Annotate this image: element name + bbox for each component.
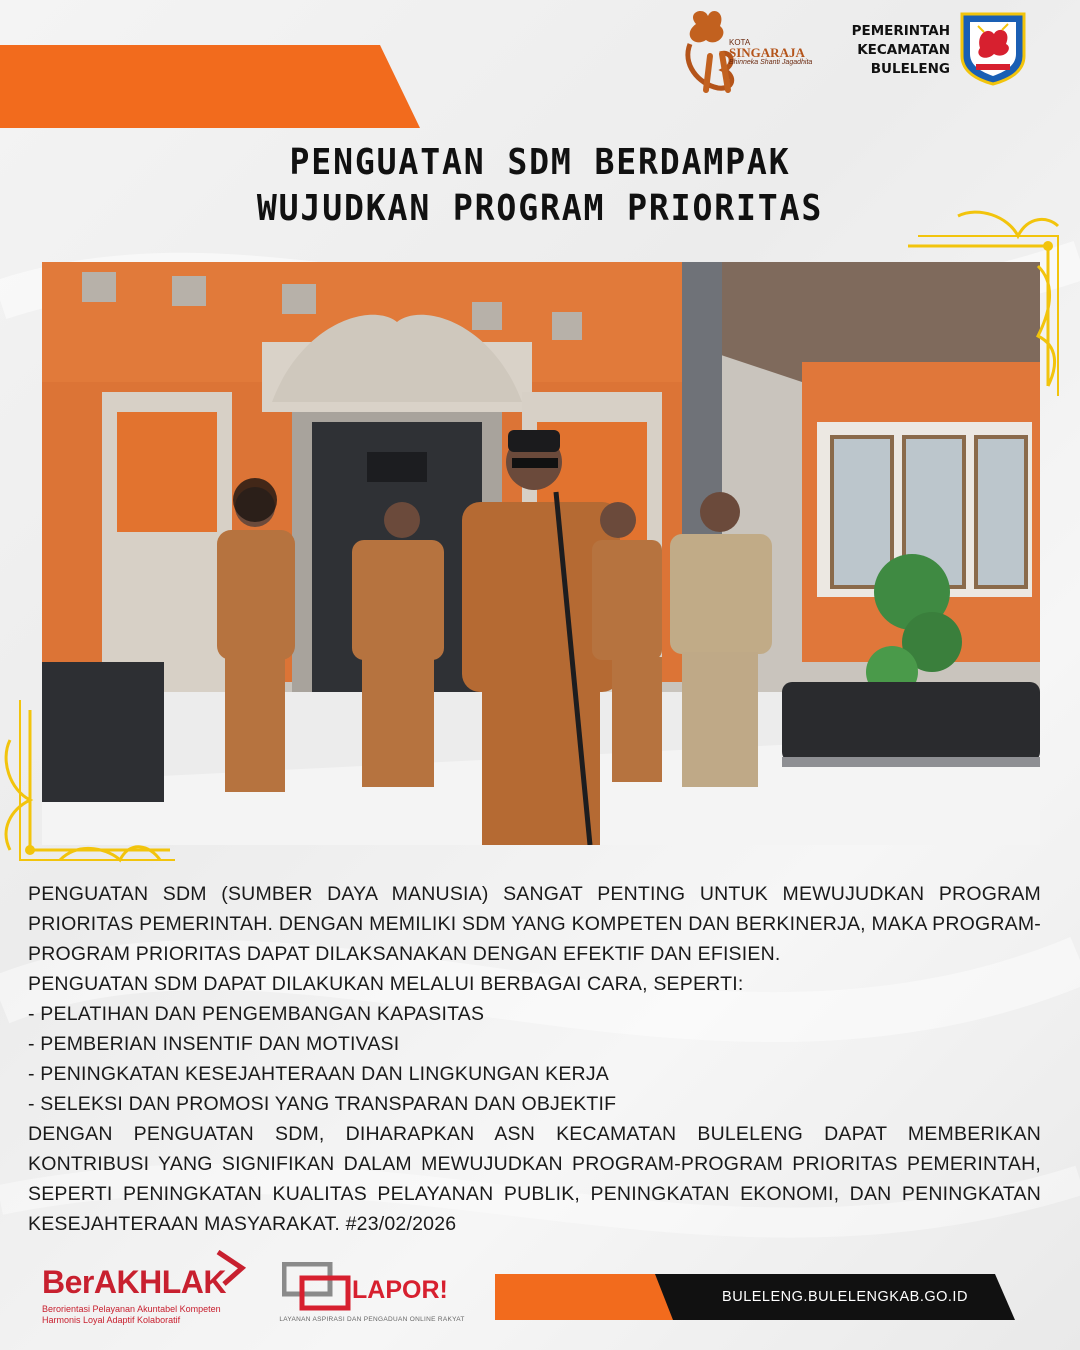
title-line-2: WUJUDKAN PROGRAM PRIORITAS <box>256 188 824 229</box>
berakhlak-line-2: Harmonis Loyal Adaptif Kolaboratif <box>42 1315 181 1325</box>
lapor-subtitle: LAYANAN ASPIRASI DAN PENGADUAN ONLINE RAKYAT <box>279 1316 465 1323</box>
singaraja-motto: Bhinneka Shanti Jagadhita <box>729 59 813 66</box>
body-text <box>28 879 1041 1239</box>
gov-line-1: PEMERINTAH <box>851 23 950 39</box>
body-list-item-1: - PELATIHAN DAN PENGEMBANGAN KAPASITAS <box>28 1003 485 1025</box>
lapor-chat-icon <box>282 1262 352 1312</box>
body-list-item-2: - PEMBERIAN INSENTIF DAN MOTIVASI <box>28 1033 400 1055</box>
singaraja-kota: KOTA <box>729 38 751 47</box>
gov-line-3: BULELENG <box>870 61 950 77</box>
website-link[interactable]: BULELENG.BULELENGKAB.GO.ID <box>722 1289 968 1305</box>
berakhlak-title: BerAKHLAK <box>42 1264 226 1300</box>
lapor-title: LAPOR! <box>352 1276 448 1304</box>
berakhlak-subtitle <box>42 1304 252 1326</box>
singaraja-name: SINGARAJA <box>729 45 805 60</box>
singaraja-logo-text <box>729 38 812 68</box>
government-name <box>840 22 950 79</box>
body-paragraph-1: PENGUATAN SDM (SUMBER DAYA MANUSIA) SANGAT PENTING UNTUK MEWUJUDKAN PROGRAM PRIORITAS PEMERINTAH. DENGAN MEMILIKI SDM YANG KOMPETEN DAN BERKINERJA, MAKA PROGRAM-PROGRAM PRIORITAS DAPAT DILAKSANAKAN DENGAN EFEKTIF DAN EFISIEN. <box>28 883 1041 965</box>
berakhlak-line-1: Berorientasi Pelayanan Akuntabel Kompeten <box>42 1304 221 1314</box>
gov-line-2: KECAMATAN <box>857 42 950 58</box>
lapor-logo <box>272 1258 472 1336</box>
event-photo <box>42 262 1040 845</box>
page-title <box>43 140 1037 232</box>
body-paragraph-3: DENGAN PENGUATAN SDM, DIHARAPKAN ASN KECAMATAN BULELENG DAPAT MEMBERIKAN KONTRIBUSI YANG SIGNIFIKAN DALAM MEWUJUDKAN PROGRAM-PROGRAM PRIORITAS PEMERINTAH, SEPERTI PENINGKATAN KUALITAS PELAYANAN PUBLIK, PENINGKATAN EKONOMI, DAN PENINGKATAN KESEJAHTERAAN MASYARAKAT. #23/02/2026 <box>28 1123 1041 1235</box>
event-photo-illustration <box>42 262 1040 845</box>
title-line-1: PENGUATAN SDM BERDAMPAK <box>289 142 791 183</box>
header-orange-band <box>0 45 420 128</box>
body-list-item-4: - SELEKSI DAN PROMOSI YANG TRANSPARAN DAN OBJEKTIF <box>28 1093 617 1115</box>
berakhlak-logo <box>42 1250 252 1330</box>
buleleng-crest-icon <box>958 8 1028 86</box>
body-list-item-3: - PENINGKATAN KESEJAHTERAAN DAN LINGKUNGAN KERJA <box>28 1063 609 1085</box>
body-paragraph-2: PENGUATAN SDM DAPAT DILAKUKAN MELALUI BERBAGAI CARA, SEPERTI: <box>28 973 744 995</box>
